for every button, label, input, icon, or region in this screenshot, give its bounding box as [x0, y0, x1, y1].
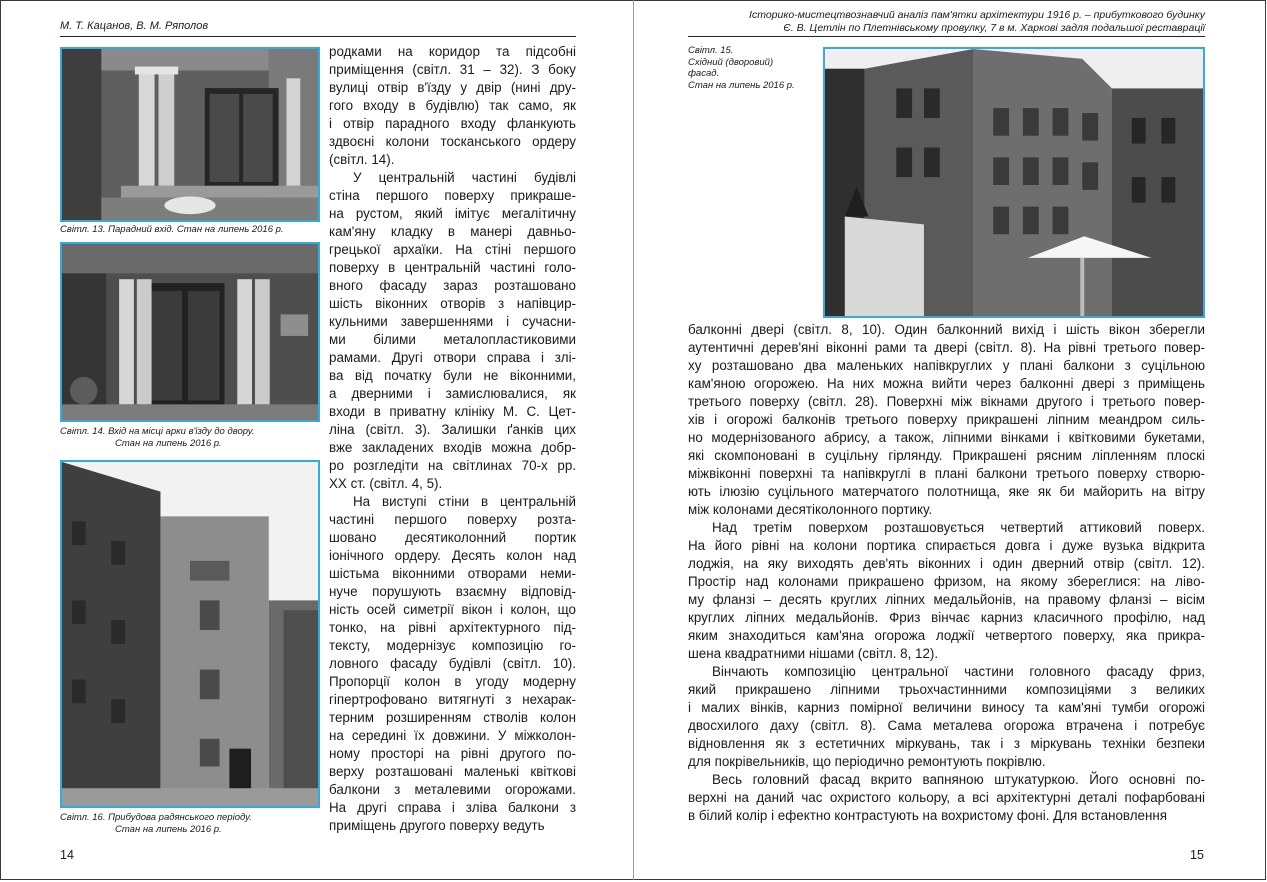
- text-line: ро розгледіти на світлинах 70-х рр.: [329, 458, 576, 473]
- text-line: ному просторі на рівні другого по-: [329, 746, 576, 761]
- text-line: частині першого поверху розта-: [329, 512, 576, 527]
- text-line: який прикрашено ліпними трьохчастинними композиціями з великих: [688, 682, 1205, 697]
- text-line: кам'яну кладку в манері давньо-: [329, 224, 576, 239]
- text-line: му фланзі – десять круглих ліпних медальйонів, на правому фланзі – вісім: [688, 592, 1205, 607]
- right-header-rule: [688, 36, 1205, 37]
- text-line: ХХ ст. (світл. 4, 5).: [329, 476, 443, 491]
- left-page-number: 14: [60, 848, 74, 862]
- text-line: балкони з металевими огорожами.: [329, 782, 576, 797]
- text-line: балконні двері (світл. 8, 10). Один балконний вихід і шість вікон зберегли: [688, 322, 1205, 337]
- text-line: відновлення як з естетичних міркувань, так і з міркувань техніки безпеки: [688, 736, 1205, 751]
- text-line: поверху в центральній частині голо-: [329, 260, 576, 275]
- photo-13-main-entrance: [60, 47, 320, 222]
- header-line: Є. В. Цетлін по Плетнівському провулку, 7 в м. Харкові задля подальшої реставрації: [783, 21, 1205, 34]
- text-line: Простір над колонами прикрашено фризом, на якому збереглися: на лівo-: [688, 574, 1205, 589]
- text-line: на середині їх довжини. У міжколон-: [329, 728, 576, 743]
- text-line: кульними завершеннями і сучасни-: [329, 314, 576, 329]
- left-running-header: М. Т. Кацанов, В. М. Ряполов: [60, 20, 209, 32]
- text-line: Пропорції колон в угоду модерну: [329, 674, 576, 689]
- text-line: ху розташовано два маленьких напівкруглих у плані балкони з суцільною: [688, 358, 1205, 373]
- text-line: грецької архаїки. На стіні першого: [329, 242, 576, 257]
- caption-fig13: [60, 224, 284, 236]
- left-text-column: [329, 43, 576, 835]
- text-line: ють ілюзію суцільного матерчатого полотнища, яке як би майорить на вітру: [688, 484, 1205, 499]
- text-line: ва від початку були не віконними,: [329, 368, 576, 383]
- text-line: хів і огорожі балконів третього поверху прикрашені ліпним меандром силь-: [688, 412, 1205, 427]
- caption-line: Світл. 16. Прибудова радянського періоду.: [60, 812, 252, 823]
- text-line: входи в приватну клініку М. С. Цет-: [329, 404, 576, 419]
- caption-line: Стан на липень 2016 р.: [688, 79, 795, 91]
- text-line: шовано десятиколонний портик: [329, 530, 576, 545]
- text-line: верхні на даний час охристого кольору, а всі архітектурні деталі пофарбовані: [688, 790, 1205, 805]
- text-line: а дверними і замислювалися, як: [329, 386, 576, 401]
- book-spine: [633, 0, 634, 880]
- text-line: двосхилого даху (світл. 8). Сама металева огорожа втрачена і потребує: [688, 718, 1205, 733]
- text-line: На виступі стіни в центральній: [353, 494, 576, 509]
- text-line: гого входу в будівлю) так само, як: [329, 98, 576, 113]
- caption-fig15: [688, 45, 795, 91]
- text-line: і малих вінків, карниз помірної величини виносу та кам'яні тумби огорожі: [688, 700, 1205, 715]
- right-running-header: [645, 9, 1205, 34]
- text-line: тонко, на рівні архітектурного під-: [329, 620, 576, 635]
- caption-line: Світл. 13. Парадний вхід. Стан на липень 2016 р.: [60, 224, 284, 235]
- text-line: міжвіконні поверхні та напівкруглі в плані балкони третього поверху створю-: [688, 466, 1205, 481]
- caption-line: Стан на липень 2016 р.: [115, 437, 222, 449]
- text-line: верху розташовані маленькі квіткові: [329, 764, 576, 779]
- right-text-column: [688, 321, 1205, 825]
- text-line: здвоєні колони тосканського ордеру: [329, 134, 576, 149]
- text-line: аутентичні дерев'яні віконні рами та двері (світл. 8). На рівні третього повер-: [688, 340, 1205, 355]
- text-line: Над третім поверхом розташовується четвертий аттиковий поверх.: [712, 520, 1205, 535]
- text-line: ність осей симетрії вікон і колон, що: [329, 602, 576, 617]
- text-line: гіпертрофовано витягнуті з нехарак-: [329, 692, 576, 707]
- text-line: третього поверху (світл. 28). Поверхні між вікнами другого і третього повер-: [688, 394, 1205, 409]
- text-line: На його рівні на колони портика спирається довга і дуже вузька відкрита: [688, 538, 1205, 553]
- text-line: нуче порушують взаємну відповід-: [329, 584, 576, 599]
- text-line: родками на коридор та підсобні: [329, 44, 576, 59]
- text-line: ми білими металопластиковими: [329, 332, 576, 347]
- text-line: На другі справа і зліва балкони з: [329, 800, 576, 815]
- caption-line: Світл. 15.: [688, 45, 734, 56]
- text-line: кам'яною огорожею. На них можна вийти через балконні двері з приміщень: [688, 376, 1205, 391]
- text-line: шена квадратними нішами (світл. 8, 12).: [688, 646, 939, 661]
- header-line: Історико-мистецтвознавчий аналіз пам'ятки архітектури 1916 р. – прибуткового будинку: [749, 9, 1205, 21]
- text-line: ловного фасаду будівлі (світл. 10).: [329, 656, 576, 671]
- text-line: приміщення (світл. 31 – 32). З боку: [329, 62, 576, 77]
- text-line: шістьма віконними отворами неми-: [329, 566, 576, 581]
- text-line: лоджія, на яку виходять дев'ять віконних і один дверний отвір (світл. 12).: [688, 556, 1205, 571]
- caption-line: фасад.: [688, 68, 720, 79]
- caption-fig14: [60, 426, 254, 449]
- text-line: У центральній частині будівлі: [353, 170, 576, 185]
- text-line: на рустом, який імітує мегалітичну: [329, 206, 576, 221]
- caption-line: Світл. 14. Вхід на місці арки в'їзду до двору.: [60, 426, 255, 437]
- text-line: вулиці отвір в'їзду у двір (нині дру-: [329, 80, 576, 95]
- photo-16-soviet-annex: [60, 460, 320, 808]
- text-line: вже закладених входів можна добр-: [329, 440, 576, 455]
- text-line: (світл. 14).: [329, 152, 395, 167]
- text-line: ліна (світл. 3). Залишки ґанків цих: [329, 422, 576, 437]
- text-line: для покрівельників, що періодично ремонтують покрівлю.: [688, 754, 1046, 769]
- photo-15-east-facade: [823, 47, 1205, 318]
- text-line: стіна першого поверху прикраше-: [329, 188, 576, 203]
- caption-line: Східний (дворовий): [688, 56, 774, 68]
- text-line: які скомпоновані в суцільну гірлянду. Прикрашені рясним ліпленням плоскі: [688, 448, 1205, 463]
- text-line: терним розширенням стволів колон: [329, 710, 576, 725]
- text-line: круглих ліпних медальйонів. Фриз вінчає карниз класичного профілю, над: [688, 610, 1205, 625]
- text-line: но модернізованого абрису, а також, ліпними вінками і квітковими букетами,: [688, 430, 1205, 445]
- text-line: між колонами десятіколонного портику.: [688, 502, 933, 517]
- text-line: тексту, модернізує композицію го-: [329, 638, 576, 653]
- text-line: яким знаходиться кам'яна огорожа лоджії четвертого поверху, яка прикра-: [688, 628, 1205, 643]
- text-line: рамами. Другі отвори справа і злі-: [329, 350, 576, 365]
- text-line: приміщень другого поверху ведуть: [329, 818, 545, 833]
- left-header-rule: [60, 36, 576, 37]
- photo-14-courtyard-entrance: [60, 242, 320, 422]
- text-line: Вінчають композицію центральної частини головного фасаду фриз,: [712, 664, 1205, 679]
- text-line: вного фасаду зараз розташовано: [329, 278, 576, 293]
- text-line: Весь головний фасад вкрито вапняною штукатуркою. Його основні по-: [712, 772, 1205, 787]
- text-line: і отвір парадного входу фланкують: [329, 116, 576, 131]
- right-page-number: 15: [1190, 848, 1204, 862]
- caption-line: Стан на липень 2016 р.: [115, 823, 222, 835]
- caption-fig16: [60, 812, 252, 835]
- text-line: шість віконних отворів з напівцир-: [329, 296, 576, 311]
- text-line: в білий колір і ефектно контрастують на вохристому фоні. Для встановлення: [688, 808, 1168, 823]
- text-line: іонічного ордеру. Десять колон над: [329, 548, 576, 563]
